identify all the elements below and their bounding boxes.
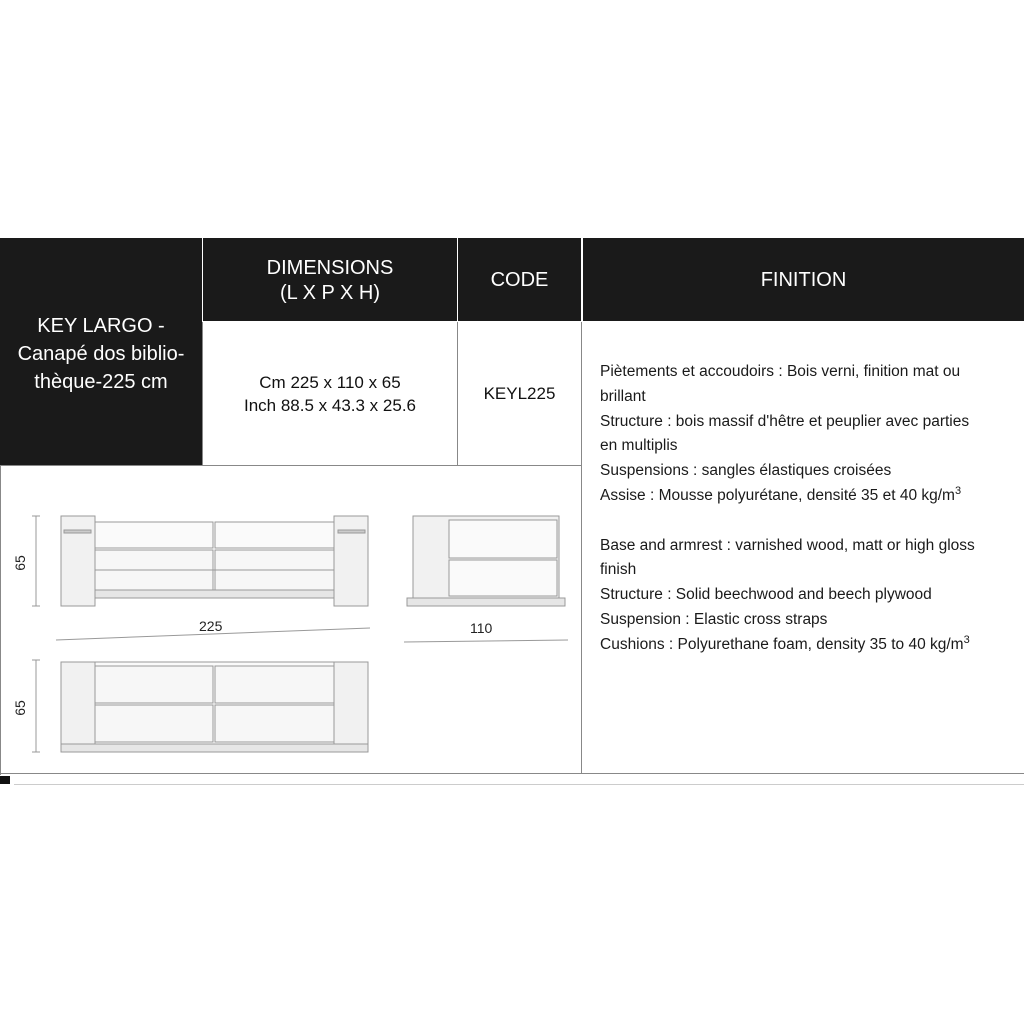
finition-en-line: Base and armrest : varnished wood, matt or high gloss: [600, 536, 975, 554]
front-width-label: 225: [199, 618, 223, 634]
finition-header-title: FINITION: [760, 269, 847, 291]
finition-fr-density: Assise : Mousse polyurétane, densité 35 et 40 $kg/m^3$: [600, 484, 962, 504]
finition-en-line: finish: [600, 561, 637, 579]
finition-en-line: Structure : Solid beechwood and beech plywood: [600, 586, 932, 604]
finition-fr-line: Suspensions : sangles élastiques croisées: [600, 462, 892, 480]
finition-en-density: Cushions : Polyurethane foam, density 35 to 40 $kg/m^3$: [600, 633, 970, 653]
finition-en-line: Suspension : Elastic cross straps: [600, 610, 828, 628]
side-depth-label: 110: [470, 620, 493, 636]
finition-fr-line: brillant: [600, 387, 646, 405]
dimensions-cm: Cm 225 x 110 x 65: [259, 373, 401, 392]
top-height-label: 65: [11, 700, 28, 716]
code-header-title: CODE: [490, 269, 549, 291]
finition-fr-line: Piètements et accoudoirs : Bois verni, finition mat ou: [600, 363, 961, 380]
product-name-line-3: thèque-225 cm: [34, 371, 168, 393]
dimensions-inch: Inch 88.5 x 43.3 x 25.6: [243, 396, 416, 415]
dimensions-header-title: DIMENSIONS: [266, 257, 394, 279]
finition-fr-line: en multiplis: [600, 437, 678, 455]
product-name-line-1: KEY LARGO -: [37, 315, 165, 337]
dimensions-header-subtitle: (L X P X H): [279, 282, 381, 304]
product-name-line-2: Canapé dos biblio-: [17, 343, 185, 365]
finition-fr-line: Structure : bois massif d'hêtre et peuplier avec parties: [600, 412, 970, 430]
front-height-label: 65: [11, 555, 28, 571]
code-value: KEYL225: [483, 384, 556, 403]
